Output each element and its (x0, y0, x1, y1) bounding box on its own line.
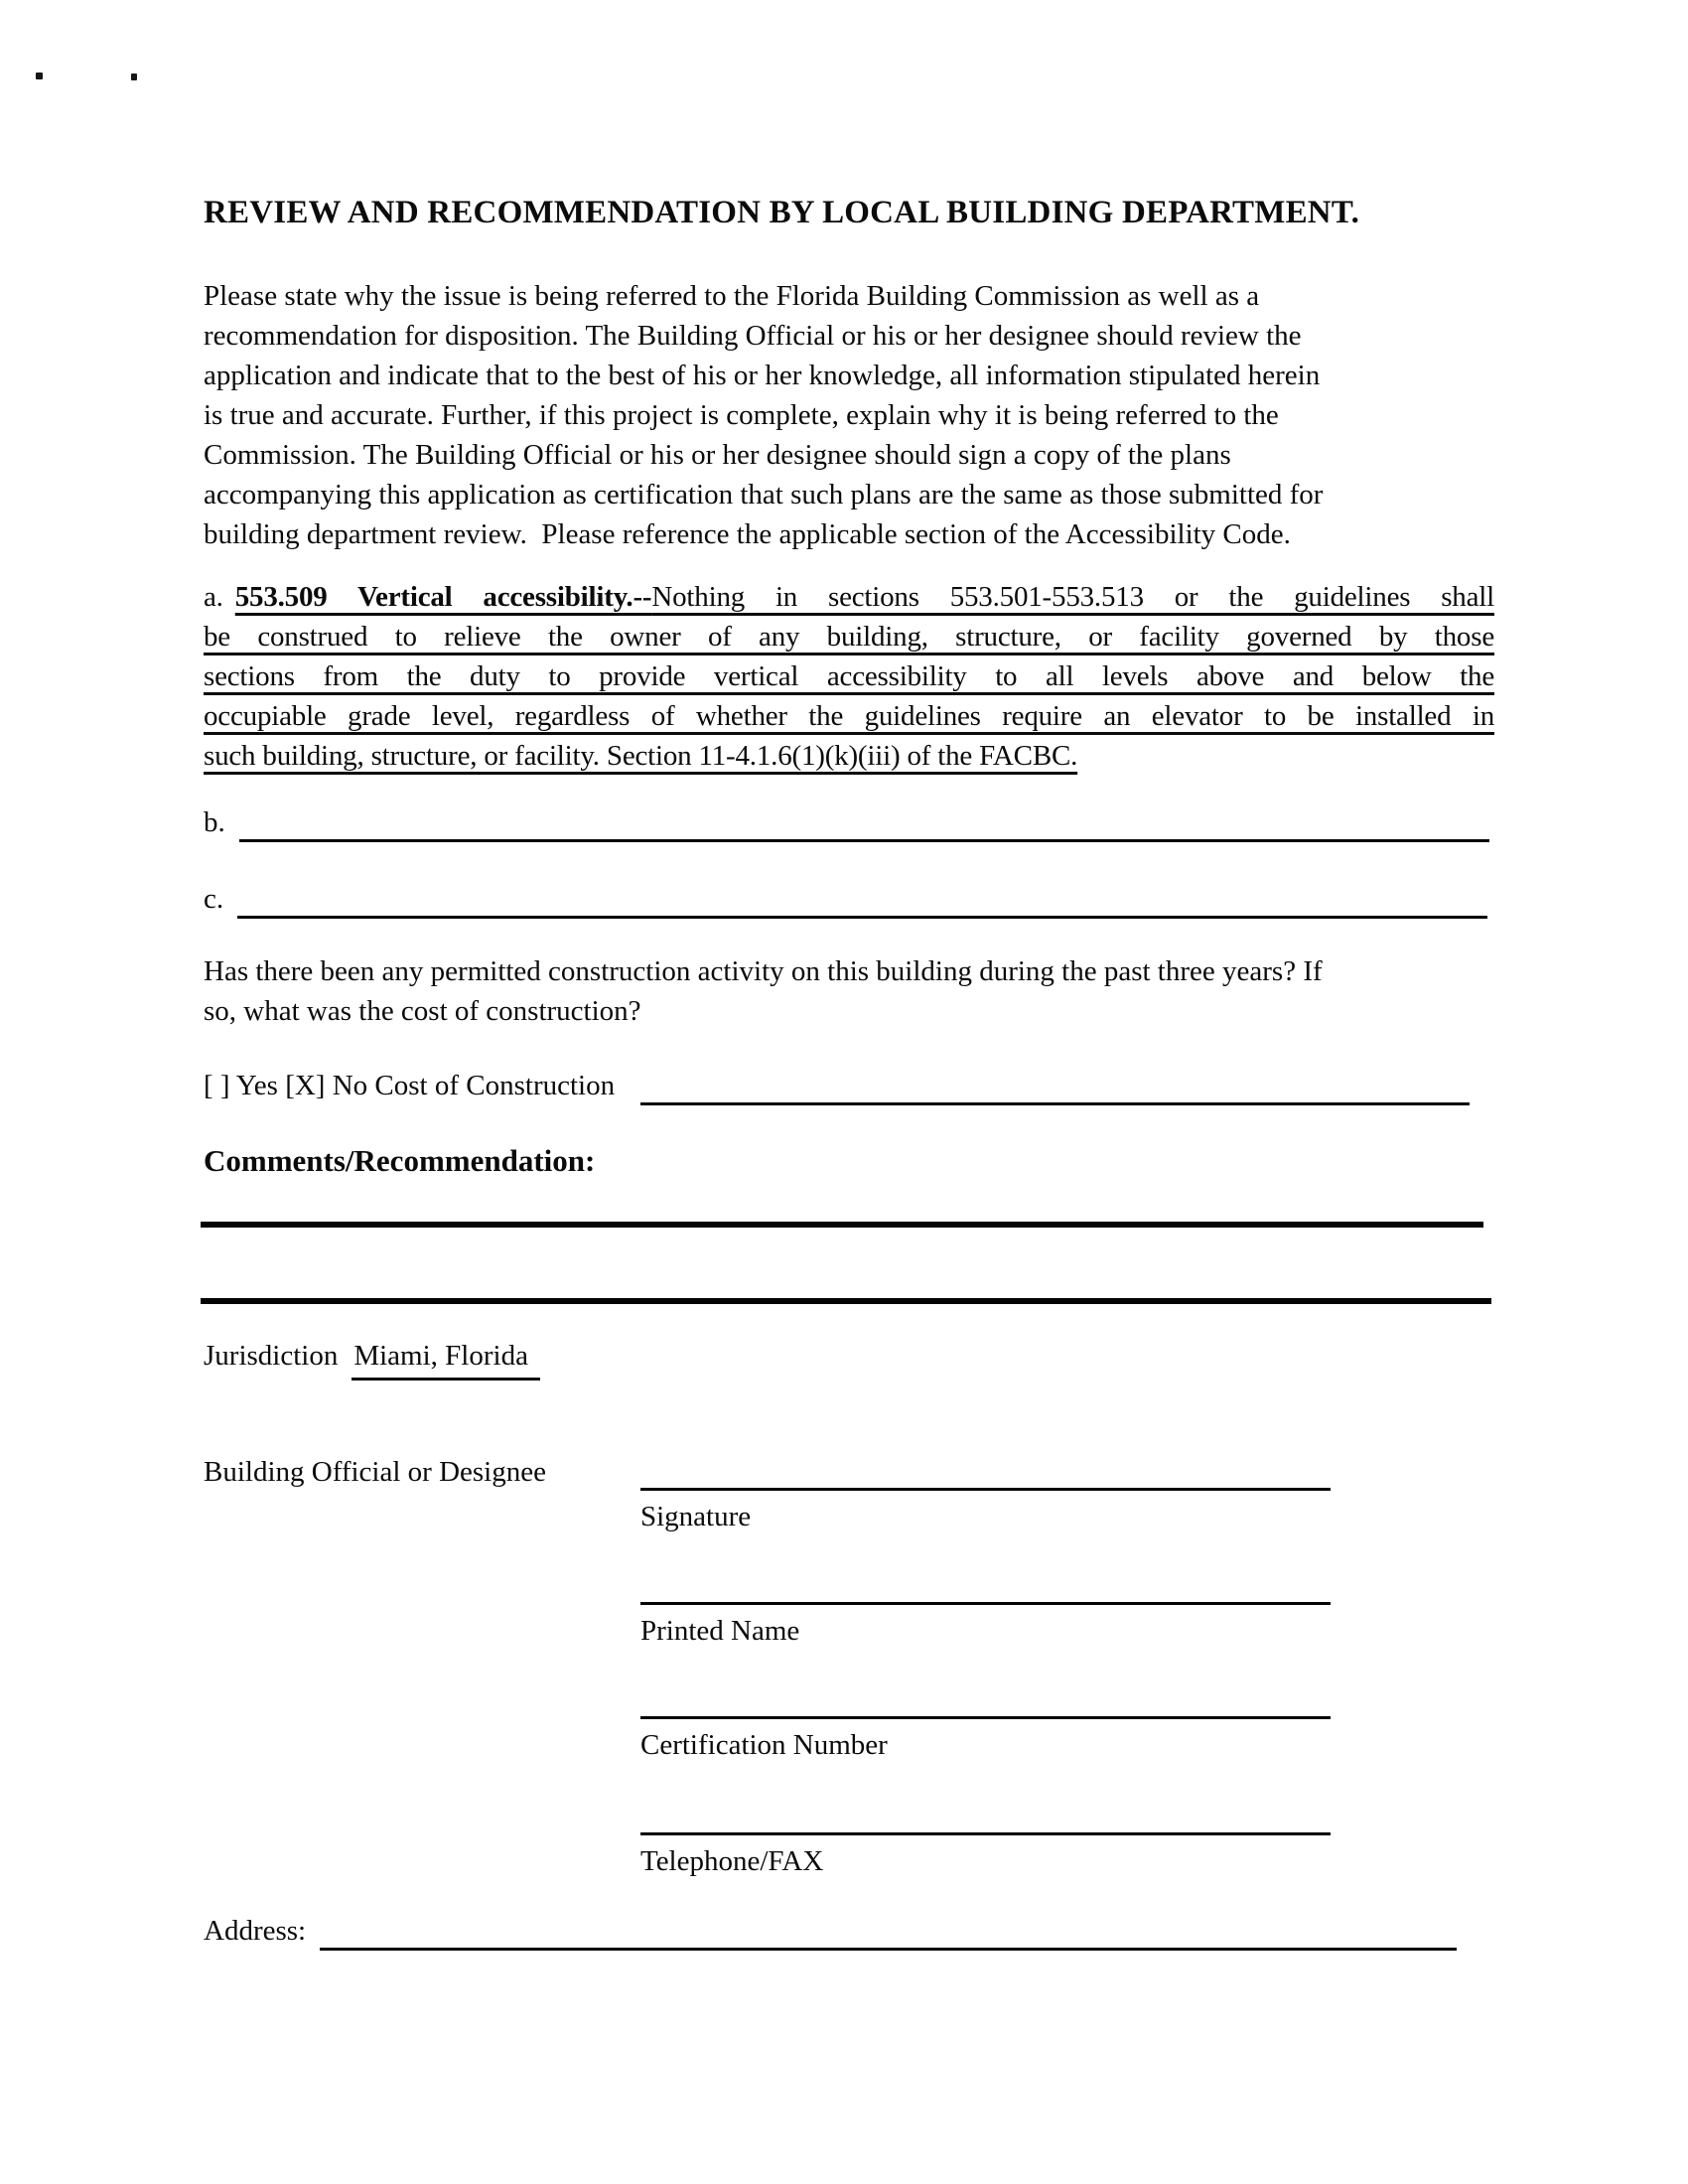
no-label: No (332, 1070, 375, 1101)
construction-activity-question (204, 951, 1524, 1031)
certification-number-field (640, 1686, 1331, 1765)
jurisdiction-row (204, 1336, 1097, 1381)
comments-recommendation-heading: Comments/Recommendation: (204, 1143, 596, 1178)
scan-speck (131, 73, 137, 80)
telephone-fax-blank-line (640, 1803, 1331, 1835)
item-a-label: a. (204, 581, 223, 613)
statute-line (204, 696, 1494, 736)
cost-of-construction-row (204, 1065, 1489, 1105)
address-row (204, 1910, 1457, 1951)
signature-blank-line (640, 1458, 1331, 1491)
yes-checkbox: [ ] (204, 1070, 236, 1101)
statute-heading: 553.509 Vertical accessibility.-- (234, 581, 652, 613)
telephone-fax-field (640, 1803, 1331, 1881)
item-c-label: c. (204, 883, 224, 915)
jurisdiction-label: Jurisdiction (204, 1340, 339, 1372)
intro-paragraph (204, 276, 1524, 554)
printed-name-field (640, 1572, 1331, 1651)
question-line: Has there been any permitted construction activity on this building during the past three years? If (204, 955, 1323, 987)
address-blank-line (320, 1910, 1457, 1951)
item-b-label: b. (204, 806, 225, 838)
building-official-label: Building Official or Designee (204, 1456, 546, 1488)
intro-line: building department review. Please reference the applicable section of the Accessibility Code. (204, 518, 1291, 550)
statute-text: sections from the duty to provide vertical accessibility to all levels above and below the (204, 660, 1494, 692)
yes-no-text (204, 1066, 615, 1105)
form-title: REVIEW AND RECOMMENDATION BY LOCAL BUILDING DEPARTMENT. (204, 195, 1360, 230)
intro-line: accompanying this application as certification that such plans are the same as those submitted for (204, 479, 1324, 510)
statute-line (204, 577, 1494, 617)
section-a-statute (204, 577, 1494, 776)
comments-rule-bottom (201, 1298, 1491, 1304)
intro-line: application and indicate that to the best of his or her knowledge, all information stipulated herein (204, 360, 1321, 391)
question-line: so, what was the cost of construction? (204, 995, 641, 1027)
certification-number-label: Certification Number (640, 1729, 888, 1761)
item-c-blank-line (237, 880, 1487, 919)
signature-field (640, 1458, 1331, 1536)
yes-label: Yes (235, 1070, 286, 1101)
statute-line (204, 736, 1494, 776)
printed-name-blank-line (640, 1572, 1331, 1605)
statute-text: occupiable grade level, regardless of whether the guidelines require an elevator to be installed in (204, 700, 1494, 732)
statute-line (204, 617, 1494, 656)
no-checkbox: [X] (285, 1070, 333, 1101)
certification-number-blank-line (640, 1686, 1331, 1719)
cost-of-construction-label: Cost of Construction (374, 1070, 616, 1101)
scan-speck (36, 73, 43, 79)
telephone-fax-label: Telephone/FAX (640, 1845, 824, 1877)
comments-rule-top (201, 1222, 1483, 1228)
address-label: Address: (204, 1915, 307, 1947)
intro-line: recommendation for disposition. The Building Official or his or her designee should review the (204, 320, 1302, 352)
statute-text: be construed to relieve the owner of any building, structure, or facility governed by those (204, 621, 1494, 653)
statute-text: Nothing in sections 553.501-553.513 or the guidelines shall (651, 581, 1494, 613)
statute-line (204, 656, 1494, 696)
cost-of-construction-blank-line (640, 1065, 1470, 1105)
intro-line: Please state why the issue is being referred to the Florida Building Commission as well as a (204, 280, 1260, 312)
intro-line: Commission. The Building Official or his or her designee should sign a copy of the plans (204, 439, 1231, 471)
item-b-row (204, 802, 1489, 842)
printed-name-label: Printed Name (640, 1615, 800, 1647)
jurisdiction-value: Miami, Florida (352, 1336, 540, 1381)
signature-label: Signature (640, 1501, 752, 1532)
item-b-blank-line (239, 803, 1489, 842)
item-c-row (204, 879, 1487, 919)
intro-line: is true and accurate. Further, if this project is complete, explain why it is being referred to the (204, 399, 1279, 431)
statute-text: such building, structure, or facility. Section 11-4.1.6(1)(k)(iii) of the FACBC. (204, 740, 1078, 772)
